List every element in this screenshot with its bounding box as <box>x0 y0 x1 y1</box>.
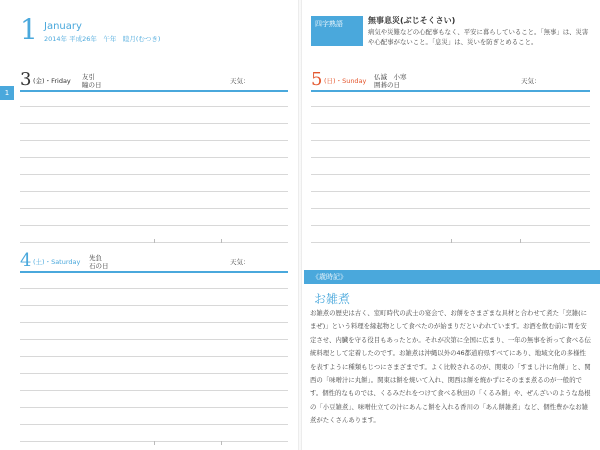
day-4-rokuyo-line1: 先負 <box>89 254 102 262</box>
writing-line <box>20 288 288 289</box>
day-5-header <box>311 70 591 92</box>
day-4-header <box>20 251 290 273</box>
writing-line <box>311 208 590 209</box>
day-4-memorial: 石の日 <box>89 262 109 270</box>
writing-line <box>20 174 288 175</box>
divider-tick <box>154 441 155 445</box>
writing-line <box>311 157 590 158</box>
day-3-label: (金)・Friday <box>33 77 71 85</box>
writing-line <box>311 106 590 107</box>
writing-line <box>20 339 288 340</box>
month-name: January <box>44 21 82 32</box>
writing-line <box>20 424 288 425</box>
writing-line <box>311 123 590 124</box>
day-4-weather-label: 天気： <box>230 258 250 266</box>
divider-tick <box>520 239 521 243</box>
day-4-top-rule <box>20 271 288 273</box>
writing-line <box>311 225 590 226</box>
divider-tick <box>221 441 222 445</box>
writing-line <box>20 123 288 124</box>
writing-line <box>20 322 288 323</box>
writing-line <box>20 157 288 158</box>
month-number: 1 <box>20 13 38 46</box>
writing-line <box>20 356 288 357</box>
writing-line <box>20 373 288 374</box>
writing-line <box>311 174 590 175</box>
day-5-top-rule <box>311 90 590 92</box>
day-5-label: (日)・Sunday <box>324 77 367 85</box>
day-3-memorial: 瞳の日 <box>82 81 102 89</box>
writing-line <box>20 106 288 107</box>
yojijukugo-badge: 四字熟語 <box>311 16 363 46</box>
day-3-top-rule <box>20 90 288 92</box>
writing-line <box>311 140 590 141</box>
day-3-weather-label: 天気： <box>230 77 250 85</box>
writing-line <box>20 208 288 209</box>
day-4-label: (土)・Saturday <box>33 258 81 266</box>
day-5-rokuyo-line1: 仏滅 小寒 <box>374 73 407 81</box>
day-5-rokuyo <box>374 73 407 89</box>
month-side-tab[interactable]: 1 <box>0 86 14 100</box>
day-3-rokuyo-line1: 友引 <box>82 73 95 81</box>
day-5-number: 5 <box>311 69 323 90</box>
writing-line <box>20 305 288 306</box>
month-subtitle: 2014年 平成26年 午年 睦月(むつき) <box>44 35 161 43</box>
divider-tick <box>154 239 155 243</box>
saijiki-header-bar: 《歳時記》 <box>304 270 600 284</box>
day-5-memorial: 囲碁の日 <box>374 81 400 89</box>
writing-line <box>20 407 288 408</box>
yojijukugo-description: 病気や災難などの心配事もなく、平安に暮らしていること。「無事」は、災害や心配事がないこと。「息災」は、災いを防ぎとめること。 <box>368 28 589 46</box>
saijiki-title: お雑煮 <box>314 292 351 306</box>
day-3-number: 3 <box>20 69 32 90</box>
writing-line <box>20 390 288 391</box>
divider-tick <box>451 239 452 243</box>
writing-line <box>20 225 288 226</box>
day-4-number: 4 <box>20 250 32 271</box>
divider-tick <box>221 239 222 243</box>
writing-line <box>20 191 288 192</box>
day-5-weather-label: 天気： <box>521 77 541 85</box>
day-4-rokuyo <box>89 254 109 270</box>
writing-line <box>20 140 288 141</box>
binding-spine <box>298 0 302 450</box>
day-3-header <box>20 70 290 92</box>
writing-line <box>311 191 590 192</box>
yojijukugo-title: 無事息災(ぶじそくさい) <box>368 16 456 25</box>
saijiki-body-text: お雑煮の歴史は古く、室町時代の武士の宴会で、お餅をさまざまな具材と合わせて煮た「烹雑(にまぜ)」という料理を縁起物として食べたのが始まりだといわれています。お酒を飲む前に胃を安定させ、内臓を守る役目もあったとか。それが次第に全国に広まり、一年の無事を祈って食べる伝統料理として定着したのです。お雑煮は沖縄以外の46都道府県すべてにあり、地域文化の多様性を表すように種類もじつにさまざまです。よく比較されるのが、関東の「すまし汁に角餅」と、関西の「味噌汁に丸餅」。関東は餅を焼いて入れ、関西は餅を焼かずにそのまま煮るのが一般的です。個性的なものでは、くるみだれをつけて食べる秋田の「くるみ餅」や、ぜんざいのような島根の「小豆雑煮」、味噌仕立ての汁にあんこ餅を入れる香川の「あん餅雑煮」など、個性豊かなお雑煮がたくさんあります。 <box>310 309 591 425</box>
day-3-rokuyo <box>82 73 102 89</box>
